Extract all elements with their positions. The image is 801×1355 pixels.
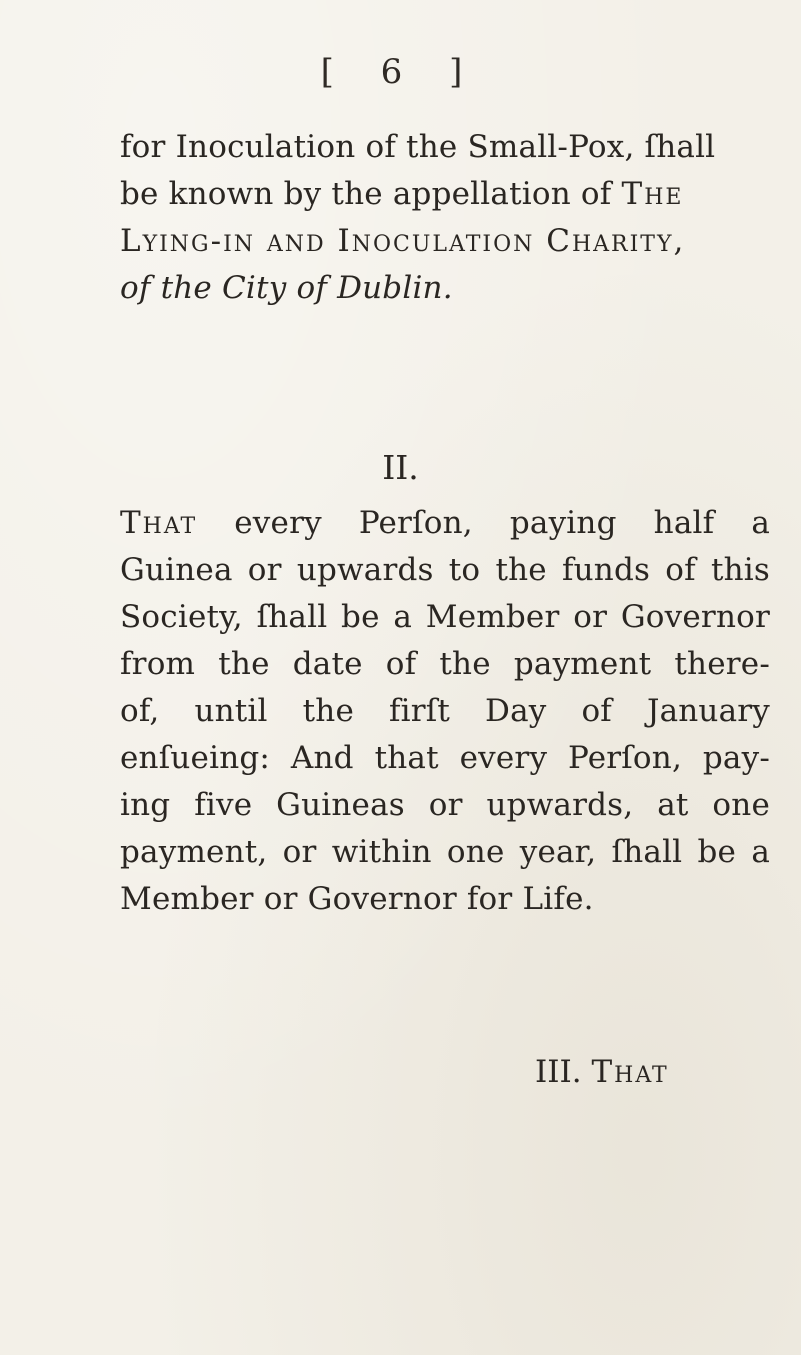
text-line: Society, ſhall be a Member or Governor (120, 599, 770, 635)
small-caps-word: The (621, 176, 684, 212)
text-line: from the date of the payment there- (120, 646, 770, 682)
page-number: [ 6 ] (320, 52, 481, 92)
catchword (535, 1054, 669, 1090)
paragraph-charity-name (120, 124, 770, 312)
text-line: of, until the firſt Day of January (120, 693, 770, 729)
city-line: of the City of Dublin. (120, 270, 453, 306)
paragraph-membership (120, 500, 770, 923)
catchword-word: That (591, 1054, 669, 1090)
section-numeral: II. (382, 448, 419, 487)
catchword-numeral: III. (535, 1054, 582, 1090)
text-fragment: be known by the appellation of (120, 176, 622, 212)
text-fragment: every Perſon, paying half a (197, 505, 770, 541)
text-line: for Inoculation of the Small-Pox, ſhall (120, 129, 716, 165)
text-line: payment, or within one year, ſhall be a (120, 834, 770, 870)
text-line (120, 500, 770, 547)
charity-name-line: Lying-in and Inoculation Charity, (120, 223, 686, 259)
text-line: Guinea or upwards to the funds of this (120, 552, 770, 588)
text-line: enſueing: And that every Perſon, pay- (120, 740, 770, 776)
small-caps-word: That (120, 505, 198, 541)
text-line: ing five Guineas or upwards, at one (120, 787, 770, 823)
text-line: Member or Governor for Life. (120, 881, 594, 917)
text-line (120, 171, 770, 218)
